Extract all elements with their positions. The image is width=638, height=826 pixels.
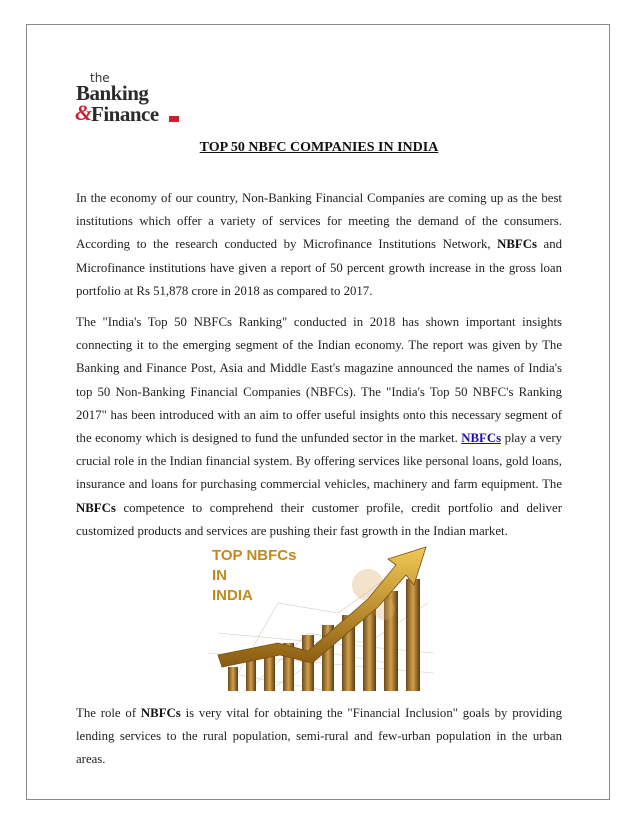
p2-text-c: competence to comprehend their customer profile, credit portfolio and deliver customized products and services are pushing their fast growth in the Indian market. — [76, 500, 562, 538]
paragraph-ranking — [76, 311, 562, 543]
p3-nbfcs: NBFCs — [140, 706, 181, 720]
p2-nbfcs: NBFCs — [76, 500, 116, 515]
logo-the: the — [90, 71, 110, 85]
paragraph-intro — [76, 187, 562, 303]
figure-title-line3: INDIA — [212, 587, 253, 604]
logo-post-tag — [169, 116, 179, 122]
document-title: TOP 50 NBFC COMPANIES IN INDIA — [199, 140, 439, 155]
p1-text-c: and Microfinance institutions have given a report of 50 percent growth increase in the gross loan portfolio at Rs 51,878 crore in 2018 as compared to 2017. — [76, 237, 562, 298]
logo-ampersand: & — [75, 100, 93, 125]
p2-text-b: play a very crucial role in the Indian financial system. By offering services like personal loans, gold loans, insurance and loans for purchasing commercial vehicles, machinery and farm equipment. The — [76, 431, 562, 492]
figure-title-line2: IN — [212, 567, 227, 584]
p1-text-a: In the economy of our country, Non-Banking Financial Companies are coming up as the best institutions which offer a variety of services for meeting the demand of the consumers. According to the research conducted by Microfinance Institutions Network, — [76, 191, 562, 252]
top-nbfcs-figure — [208, 543, 434, 691]
nbfcs-link[interactable]: NBFCs — [461, 431, 502, 446]
logo-finance: Finance — [91, 102, 159, 126]
logo-banking: Banking — [76, 81, 149, 105]
banking-finance-logo — [75, 71, 186, 126]
figure-title-line1: TOP NBFCs — [212, 547, 297, 564]
p3-text-c: is very vital for obtaining the "Financial Inclusion" goals by providing lending services to the rural population, semi-rural and few-urban population in the urban areas. — [76, 706, 562, 767]
p2-text-a: The "India's Top 50 NBFCs Ranking" conducted in 2018 has shown important insights connecting it to the emerging segment of the Indian economy. The report was given by The Banking and Finance Post, Asia and Middle East's magazine announced the names of India's top 50 Non-Banking Financial Companies (NBFCs). The "India's Top 50 NBFC's Ranking 2017" has been introduced with an aim to offer useful insights onto this necessary segment of the economy which is designed to fund the unfunded sector in the market. — [76, 315, 562, 446]
p3-text-a: The role of — [76, 706, 141, 720]
growth-arrow-graphic — [208, 543, 434, 691]
p1-nbfcs: NBFCs — [497, 237, 537, 252]
paragraph-role — [76, 702, 562, 772]
